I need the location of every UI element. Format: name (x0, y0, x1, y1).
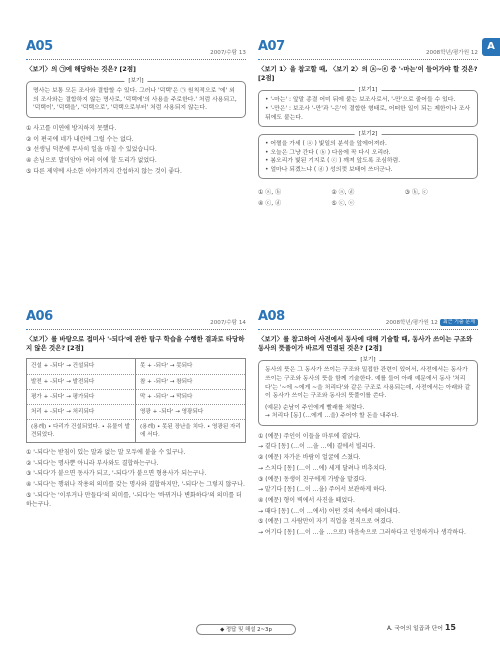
example-box-label: [보기] (124, 77, 147, 85)
page-footer (387, 622, 456, 634)
source-text: 2008학년/평가원 12 (385, 319, 438, 326)
example-box-label: [보기] (356, 356, 379, 364)
question-a06 (26, 308, 246, 511)
box-item: • 봄오리가 빛된 기지로 ( ⓒ ) 깨져 앞도록 조심하렴. (265, 158, 401, 165)
example-box (258, 357, 478, 425)
question-number: A07 (258, 39, 285, 54)
option-4[interactable]: ④ 손님으로 말미암아 여러 이에 할 도리가 없었다. (26, 156, 157, 164)
example-box-label: [보기1] (355, 86, 382, 94)
example-box-text: 명사는 보통 모든 조사와 결합할 수 있다. 그러나 '덕택'은 ㉠ 원칙적으로 '에' 외의 조사와는 결합하지 않는 명사로, '덕택에'의 사용을 주로한다.' 처럼 사용되고, '덕택이', '덕택을', '덕택으로', '덕택으로부터' 처럼 사용되지 않는다. (33, 88, 237, 112)
recent-exam-badge: 최근 기출 문제 (440, 319, 478, 326)
table-cell: (용례) • 못된 장난을 치다. • 영광된 자리에 서다. (140, 423, 241, 438)
question-source (386, 319, 478, 327)
option-1[interactable]: ① 사고를 미연에 방지하지 못했다. (26, 124, 117, 132)
question-stem: 〈보기〉를 바탕으로 접미사 '-되다'에 관한 탐구 학습을 수행한 결과로 타당하지 않은 것은? [2점] (26, 334, 245, 353)
question-a05 (26, 38, 246, 178)
question-number: A06 (26, 309, 53, 324)
box-item: • 어쩔을 가세 ( ⓐ ) 빛일의 분석을 앞에어져라. (265, 141, 387, 148)
question-source: 2007/수탐 14 (210, 319, 246, 326)
question-header (26, 308, 246, 330)
option-5-definition: → 여기다 [동] (…이 …을 …으로) 마음속으로 그러하다고 인정하거나 생각하다. (258, 528, 466, 536)
table-cell: 막 + -되다' → 막되다 (136, 390, 245, 405)
question-a08 (258, 308, 478, 540)
page-number: 15 (444, 623, 456, 632)
option-5[interactable]: ⑤ (예문) 그 사람만이 자기 직업을 천직으로 여겼다. (258, 518, 394, 526)
question-header (258, 308, 478, 330)
table-cell: 평가 + -되다' → 평가되다 (27, 390, 136, 405)
choice-1[interactable]: ① ⓐ, ⓑ (258, 189, 282, 197)
chapter-title: A. 국어의 일곱과 단어 (386, 626, 444, 632)
option-4-definition: → 때다 [동] (…이 …에서) 어떤 것의 속에서 떼어내다. (258, 507, 401, 515)
question-stem: 〈보기〉의 ㉠에 해당하는 것은? [2점] (26, 64, 136, 73)
question-source: 2008학년/평가원 12 (425, 49, 478, 56)
table-cell: 건설 + -되다' → 건설되다 (27, 359, 136, 374)
option-3[interactable]: ③ '-되다'가 붙으면 동사가 되고, '-되다'가 붙으면 형용사가 되는구나. (26, 470, 207, 478)
answer-reference-pill: ◆ 정답 및 해설 2~3p (196, 624, 296, 635)
box-item: • '-마는' : 앞말 종결 어미 뒤에 붙는 보조사로서, '-만'으로 줄어들 수 있다. (265, 97, 456, 104)
question-header (258, 38, 478, 60)
box-item: • 오늘은 그냥 간다 ( ⓑ ) 다음에 꼭 다시 오리라. (265, 149, 391, 156)
table-cell: 처리 + -되다' → 처리되다 (27, 405, 136, 420)
choice-3[interactable]: ③ ⓑ, ⓒ (404, 189, 428, 197)
option-4[interactable]: ④ (예문) 형이 벽에서 사진을 떼었다. (258, 496, 355, 504)
table-cell: 영광 + -되다' → 영광되다 (136, 405, 245, 420)
table-cell: (용례) • 다리가 건설되었다. • 유물이 발견되었다. (27, 420, 136, 442)
box-item: • 얼마나 되겠느냐 ( ⓓ ) 성의껏 보태어 쓰더군나. (265, 166, 393, 173)
example-box-1 (258, 87, 478, 127)
example-box-label: [보기2] (355, 130, 382, 138)
question-stem: 〈보기〉를 참고하여 사전에서 동사에 대해 기술할 때, 동사가 쓰이는 구조와 동사의 뜻풀이가 바르게 연결된 것은? [2점] (258, 334, 473, 353)
example-sentence: (예문) 순남이 주인에게 빨래를 처렸다. (265, 404, 365, 411)
example-table (26, 358, 246, 443)
option-3[interactable]: ③ (예문) 동생이 친구에게 가방을 맡겼다. (258, 475, 367, 483)
table-cell: 참 + -되다' → 참되다 (136, 375, 245, 390)
option-5[interactable]: ⑤ 다른 제약에 사소한 이야기까지 간섭하지 않는 것이 좋다. (26, 167, 182, 175)
example-box-text: 동사의 뜻은 그 동사가 쓰이는 구조와 밀접한 관련이 있어서, 사전에서는 동사가 쓰이는 구조와 동사의 뜻을 함께 기술한다. 예를 들어 아래 예문에서 동사 '처리다'는 '~에 ~에게 ~을 처리다'와 같은 구조로 사용되는데, 사전에서는 아래와 같이 동사가 쓰이는 구조와 동사의 뜻풀이를 쓴다. (265, 367, 471, 400)
question-source: 2007/수탐 13 (210, 49, 246, 56)
option-1[interactable]: ① (예문) 주인이 이들을 마루에 곁앉다. (258, 432, 361, 440)
section-tab: A (482, 38, 500, 56)
table-cell: 못 + -되다' → 못되다 (136, 359, 245, 374)
option-3[interactable]: ③ 선생님 덕분에 무사히 일을 마칠 수 있었습니다. (26, 146, 157, 154)
question-a07 (258, 38, 478, 209)
example-definition: → 처리다 [동] (…에게 …을) 주어야 할 돈을 내주다. (265, 413, 399, 420)
answer-choices (258, 189, 478, 208)
option-1[interactable]: ① '-되다'는 받침이 있는 말과 없는 말 모두에 붙을 수 있구나. (26, 449, 186, 457)
choice-2[interactable]: ② ⓐ, ⓓ (331, 189, 355, 197)
option-1-definition: → 곁다 [동] (…이 …을 …에) 곁에서 빌리다. (258, 443, 376, 451)
option-4[interactable]: ④ '-되다'는 행위나 작용의 의미를 갖는 명사와 결합하지만, '-되다'는 그렇지 않구나. (26, 481, 245, 489)
example-box-2 (258, 131, 478, 179)
question-header (26, 38, 246, 60)
question-stem: 〈보기 1〉을 참고할 때, 〈보기 2〉의 ⓐ~ⓔ 중 '-마는'이 들어가야 할 것은? [2점] (258, 64, 478, 83)
box-item: • '-만은' : 보조사 '-만'과 '-은'이 결합한 형태로, 어떠한 일이 되는 제한이나 조사 뒤에도 붙는다. (265, 105, 471, 121)
option-3-definition: → 맡기다 [동] (…이 …을) 주어서 보관하게 하다. (258, 486, 387, 494)
question-number: A05 (26, 39, 53, 54)
table-cell: 발전 + -되다' → 발전되다 (27, 375, 136, 390)
option-2-definition: → 스치다 [동] (…이 …에) 세게 달려나 비추치다. (258, 464, 387, 472)
choice-4[interactable]: ④ ⓒ, ⓓ (258, 200, 282, 208)
question-number: A08 (258, 309, 285, 324)
option-2[interactable]: ② (예문) 자가운 바람이 얼굴에 스쳤다. (258, 454, 361, 462)
example-box (26, 78, 246, 118)
option-2[interactable]: ② 이 편국에 네가 내린에 그럴 수는 없다. (26, 135, 134, 143)
option-2[interactable]: ② '-되다'는 명사뿐 아니라 부사와도 결합하는구나. (26, 459, 159, 467)
choice-5[interactable]: ⑤ ⓒ, ⓔ (331, 200, 355, 208)
option-5[interactable]: ⑤ '-되다'는 '이루거나 만들다'의 의미를, '-되다'는 '바뀌거나 변화하다'의 의미를 더하는구나. (26, 491, 242, 508)
